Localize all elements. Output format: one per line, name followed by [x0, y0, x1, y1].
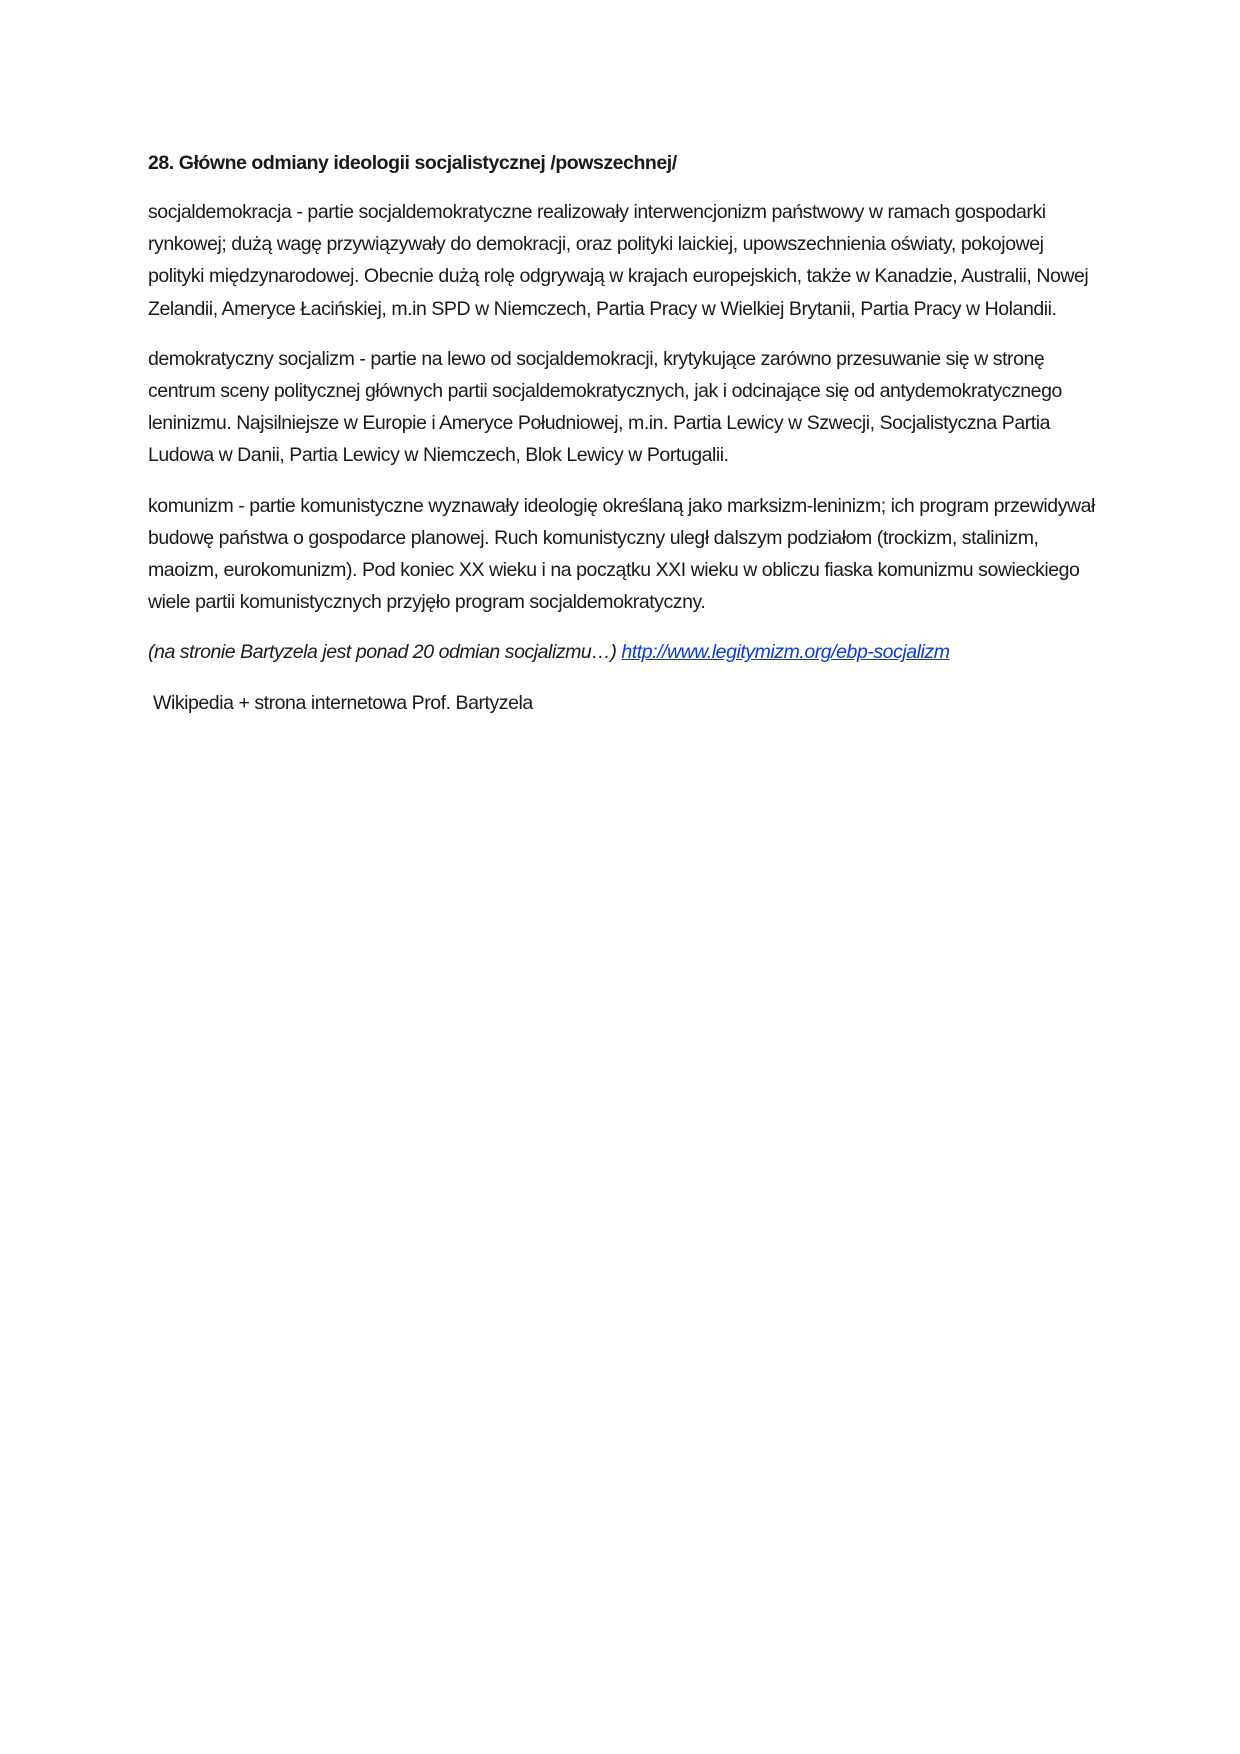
document-title: 28. Główne odmiany ideologii socjalistycznej /powszechnej/	[148, 152, 677, 174]
document-body	[148, 147, 1098, 719]
reference-note	[148, 636, 1098, 668]
reference-note-text: (na stronie Bartyzela jest ponad 20 odmian socjalizmu…)	[148, 641, 617, 664]
source-line: Wikipedia + strona internetowa Prof. Bartyzela	[153, 691, 533, 714]
paragraph-socjaldemokracja: socjaldemokracja - partie socjaldemokratyczne realizowały interwencjonizm państwowy w ramach gospodarki rynkowej; dużą wagę przywiązywały do demokracji, oraz polityki laickiej, upowszechnienia oświaty, pokojowej polityki międzynarodowej. Obecnie dużą rolę odgrywają w krajach europejskich, także w Kanadzie, Australii, Nowej Zelandii, Ameryce Łacińskiej, m.in SPD w Niemczech, Partia Pracy w Wielkiej Brytanii, Partia Pracy w Holandii.	[148, 201, 1089, 320]
paragraph-komunizm: komunizm - partie komunistyczne wyznawały ideologię określaną jako marksizm-leninizm; ich program przewidywał budowę państwa o gospodarce planowej. Ruch komunistyczny uległ dalszym podziałom (trockizm, stalinizm, maoizm, eurokomunizm). Pod koniec XX wieku i na początku XXI wieku w obliczu fiaska komunizmu sowieckiego wiele partii komunistycznych przyjęło program socjaldemokratyczny.	[148, 494, 1095, 614]
reference-link[interactable]: http://www.legitymizm.org/ebp-socjalizm	[621, 641, 950, 664]
paragraph-demokratyczny-socjalizm: demokratyczny socjalizm - partie na lewo od socjaldemokracji, krytykujące zarówno przesuwanie się w stronę centrum sceny politycznej głównych partii socjaldemokratycznych, jak i odcinające się od antydemokratycznego leninizmu. Najsilniejsze w Europie i Ameryce Południowej, m.in. Partia Lewicy w Szwecji, Socjalistyczna Partia Ludowa w Danii, Partia Lewicy w Niemczech, Blok Lewicy w Portugalii.	[148, 347, 1062, 467]
